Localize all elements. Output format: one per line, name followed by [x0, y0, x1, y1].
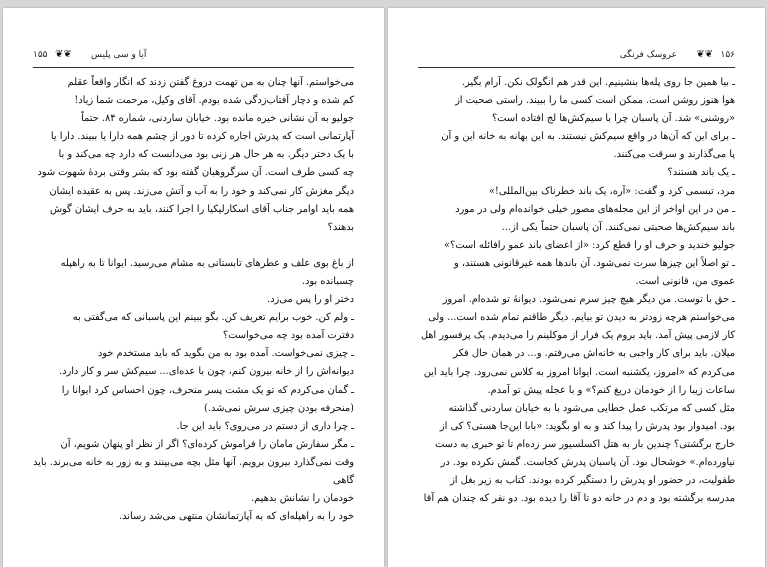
page-header [418, 50, 735, 66]
text-line: بدهند؟ [327, 221, 354, 233]
ornament-icon: ❦❦ [696, 49, 713, 60]
text-line: می‌کردم که «امروز، یکشنبه است. ایوانا امروز به کلاس نمی‌رود. چرا باید این [423, 366, 735, 378]
text-line: مرد، تبسمی کرد و گفت: «آره، یک باند خطرناک بین‌المللی!» [488, 185, 735, 197]
text-line: ـ بیا همین جا روی پله‌ها بنشینیم. این قدر هم انگولک نکن. آرام بگیر. [461, 77, 735, 88]
text-line: می‌خواستم. آنها چنان به من تهمت دروغ گفتن زدند که انگار واقعاً عقلم [67, 77, 354, 88]
page-body [33, 74, 354, 526]
text-line: ـ مگر سفارش مامان را فراموش کرده‌ای؟ اگر از نظر او پنهان شویم، آن [60, 438, 354, 450]
text-line: همه باید اوامر جناب آقای اسکارلیکیا را اجرا کنند، باید به حرف ایشان گوش [49, 203, 354, 215]
text-line: کار لازمی پیش آمد. باید بروم یک فرار از موکلینم را می‌دیدم. یک پرفسور اهل [420, 330, 735, 342]
text-line: آپارتمانی است که پدرش اجاره کرده تا دور از چشم همه دارا یا ببیند. دارا یا [50, 131, 354, 143]
text-line: ـ گمان می‌کردم که تو یک مشت پسر منحرف، چون احساس کرد ایوانا را [61, 384, 354, 396]
text-line: ساعات زیبا را از خودمان دریغ کنم؟» و با عجله پیش تو آمدم. [487, 384, 735, 396]
text-line: پا می‌گذارند و سرقت می‌کنند. [613, 149, 735, 161]
text-line: می‌خواستم هرچه زودتر به دیدن تو بیایم. دیگر طاقتم تمام شده است... ولی [428, 312, 735, 324]
text-line: کم شده و دچار آفتاب‌زدگی شده بودم. آقای وکیل، مرحمت شما زیاد! [74, 95, 354, 107]
text-line: از باغ بوی علف و عطرهای تابستانی به مشام می‌رسید. ایوانا تا به راهپله [60, 257, 354, 269]
text-line: خودمان را نشانش بدهیم. [251, 493, 354, 505]
page-number: ۱۵۶ [720, 50, 735, 60]
paragraph-gap [33, 237, 354, 255]
text-line: خارج برگشتی؟ چندین بار به هتل اکسلسیور سر زده‌ام تا تو خبری به دست [435, 438, 735, 450]
text-line: جولیو خندید و حرف او را قطع کرد: «از اعضای باند عمو رافائله است؟» [444, 239, 735, 251]
text-line: مثل کسی که مرتکب عمل خطایی می‌شود با به خیابان ساردنی گذاشته [448, 402, 735, 414]
text-line: ـ حق با توست. من دیگر هیچ چیز سرم نمی‌شود. دیوانهٔ تو شده‌ام. امروز [442, 294, 735, 306]
text-line: باند سیم‌کش‌ها صحبتی نمی‌کنند. آن پاسبان حتماً یکی از... [501, 221, 735, 233]
running-title: عروسک فرنگی [619, 50, 677, 60]
text-line: چه کسی طرف است. آن سرگروهبان گفته بود که بشر وقتی بردهٔ شهوت شود [37, 167, 354, 179]
text-line: دختر او را پس می‌زد. [267, 294, 354, 306]
page-body [418, 74, 735, 508]
text-line: دفترت آمده بود چه می‌خواست؟ [222, 330, 354, 342]
text-line: طفولیت، در حضور او پدرش را دستگیر کرده بودند. کتاب به زیر بغل از [450, 475, 735, 487]
text-line: «روشنی» شد. آن پاسبان چرا با سیم‌کش‌ها لج افتاده است؟ [491, 113, 735, 125]
text-line: ـ تو اصلاً این چیزها سرت نمی‌شود. آن باندها همه غیرقانونی هستند، و [454, 257, 735, 269]
text-line: هوا هنوز روشن است. ممکن است کسی ما را ببیند. راستی صحبت از [455, 95, 735, 107]
text-line: ـ یک باند هستند؟ [667, 167, 735, 179]
text-line: بود. امیدوار بود پدرش را پیدا کند و به او بگوید: «بابا این‌جا هستی؟ کی از [439, 420, 735, 432]
text-line: چسبانده بود. [301, 275, 354, 287]
right-page [388, 8, 765, 567]
header-rule [33, 67, 354, 68]
text-line: مدرسه برگشته بود و دم در خانه دو تا آقا را دیده بود. دو نفر که چندان هم آقا [423, 493, 735, 505]
text-line: (منحرفه بودن چیزی سرش نمی‌شد.) [204, 402, 354, 414]
text-line: ـ چرا داری از دستم در می‌روی؟ باید این جا. [176, 420, 354, 432]
text-line: ـ ولم کن. خوب برایم تعریف کن. بگو ببینم این پاسبانی که می‌گفتی به [72, 312, 354, 324]
text-line: دیوانه‌اش را از خانه بیرون کنم، چون با عده‌ای... سیم‌کش سر و کار دارد. [59, 366, 354, 378]
text-line: دیگر مغزش کار نمی‌کند و خود را به آب و آتش می‌زند. پس به عقیده ایشان [49, 185, 354, 197]
ornament-icon: ❦❦ [55, 49, 72, 60]
page-number: ۱۵۵ [33, 50, 48, 60]
text-line: خود را به راهپله‌ای که به آپارتمانشان منتهی می‌شد رساند. [119, 511, 354, 523]
text-line: با یک دختر دیگر. به هر حال هر زنی بود می‌دانست که دارد چه می‌کند و با [58, 149, 354, 161]
left-page [3, 8, 384, 567]
page-header [33, 50, 354, 66]
text-line: نیاورده‌ام.» خوشحال بود. آن پاسبان پدرش کجاست. گمش نکرده بود. در [440, 456, 735, 468]
text-line: عمو‌ی من، قانونی است. [635, 276, 735, 288]
text-line: جولیو به آن نشانی خیره مانده بود. خیابان ساردنی، شماره ۸۴. حتماً [81, 113, 354, 125]
text-line: ـ برای این که آن‌ها در واقع سیم‌کش نیستند. به این بهانه به خانه این و آن [441, 131, 735, 143]
text-line: میلان. باید برای کار واجبی به خانه‌اش می‌رفتم. و... در همان حال فکر [453, 348, 735, 360]
running-title: آیا و سی پلیس [91, 50, 147, 60]
text-line: وقت نمی‌گذارد بیرون برویم. آنها مثل بچه می‌بینند و به زور به خانه می‌برند. باید گاهی [33, 456, 354, 486]
header-rule [418, 67, 735, 68]
text-line: ـ من در این اواخر از این مجله‌های مصور خیلی خوانده‌ام ولی در مورد [455, 203, 735, 215]
text-line: ـ چیزی نمی‌خواست. آمده بود به من بگوید که باید مستخدم خود [97, 348, 354, 360]
